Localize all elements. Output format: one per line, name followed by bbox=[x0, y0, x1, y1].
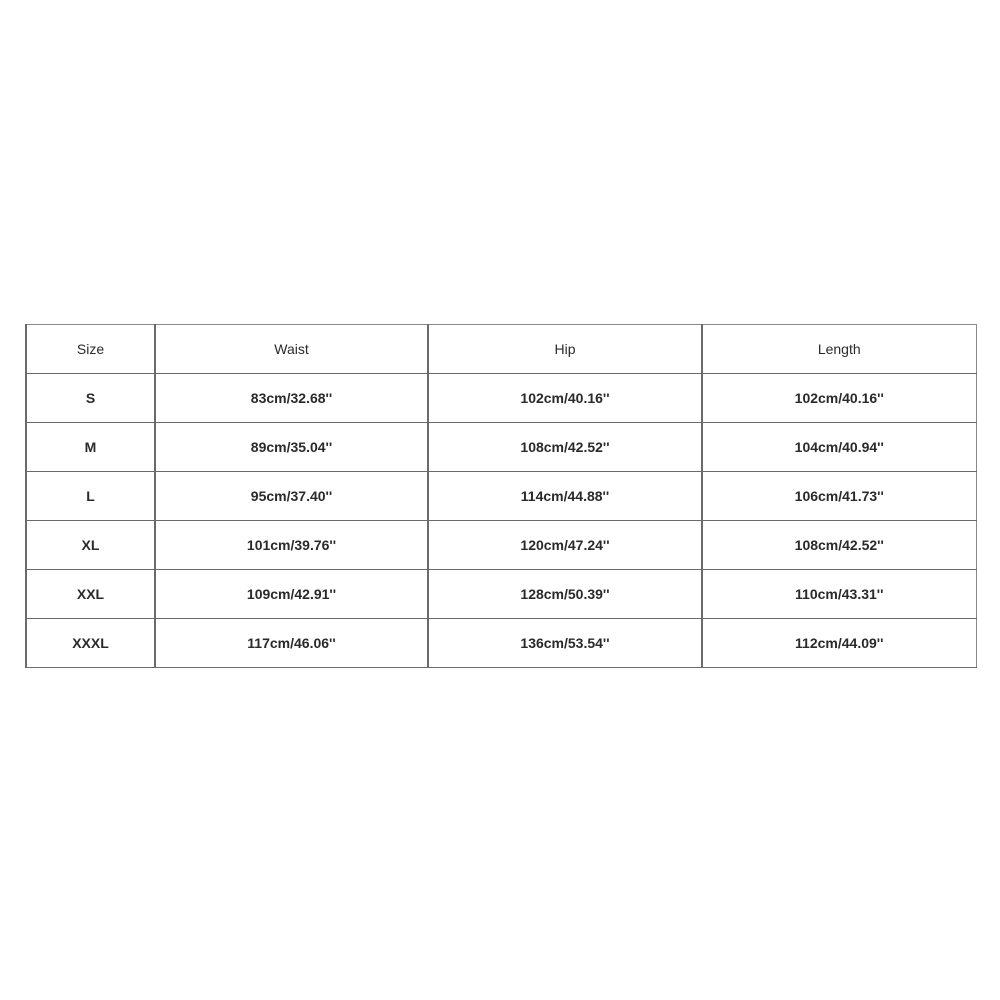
hip-cell: 108cm/42.52'' bbox=[428, 423, 702, 472]
table-header-row bbox=[26, 325, 976, 374]
hip-cell: 120cm/47.24'' bbox=[428, 521, 702, 570]
hip-cell: 136cm/53.54'' bbox=[428, 619, 702, 668]
table-row bbox=[26, 570, 976, 619]
hip-cell: 128cm/50.39'' bbox=[428, 570, 702, 619]
size-chart-table bbox=[25, 324, 977, 668]
length-cell: 108cm/42.52'' bbox=[702, 521, 976, 570]
length-cell: 106cm/41.73'' bbox=[702, 472, 976, 521]
header-length: Length bbox=[702, 325, 976, 374]
size-cell: XXL bbox=[26, 570, 155, 619]
table-row bbox=[26, 619, 976, 668]
length-cell: 102cm/40.16'' bbox=[702, 374, 976, 423]
waist-cell: 101cm/39.76'' bbox=[155, 521, 428, 570]
header-waist: Waist bbox=[155, 325, 428, 374]
table-row bbox=[26, 472, 976, 521]
waist-cell: 109cm/42.91'' bbox=[155, 570, 428, 619]
hip-cell: 102cm/40.16'' bbox=[428, 374, 702, 423]
header-size: Size bbox=[26, 325, 155, 374]
waist-cell: 83cm/32.68'' bbox=[155, 374, 428, 423]
size-cell: XXXL bbox=[26, 619, 155, 668]
table-row bbox=[26, 521, 976, 570]
table-row bbox=[26, 374, 976, 423]
size-cell: XL bbox=[26, 521, 155, 570]
header-hip: Hip bbox=[428, 325, 702, 374]
length-cell: 110cm/43.31'' bbox=[702, 570, 976, 619]
length-cell: 112cm/44.09'' bbox=[702, 619, 976, 668]
size-cell: M bbox=[26, 423, 155, 472]
table-row bbox=[26, 423, 976, 472]
length-cell: 104cm/40.94'' bbox=[702, 423, 976, 472]
hip-cell: 114cm/44.88'' bbox=[428, 472, 702, 521]
size-cell: S bbox=[26, 374, 155, 423]
waist-cell: 95cm/37.40'' bbox=[155, 472, 428, 521]
size-cell: L bbox=[26, 472, 155, 521]
waist-cell: 117cm/46.06'' bbox=[155, 619, 428, 668]
waist-cell: 89cm/35.04'' bbox=[155, 423, 428, 472]
